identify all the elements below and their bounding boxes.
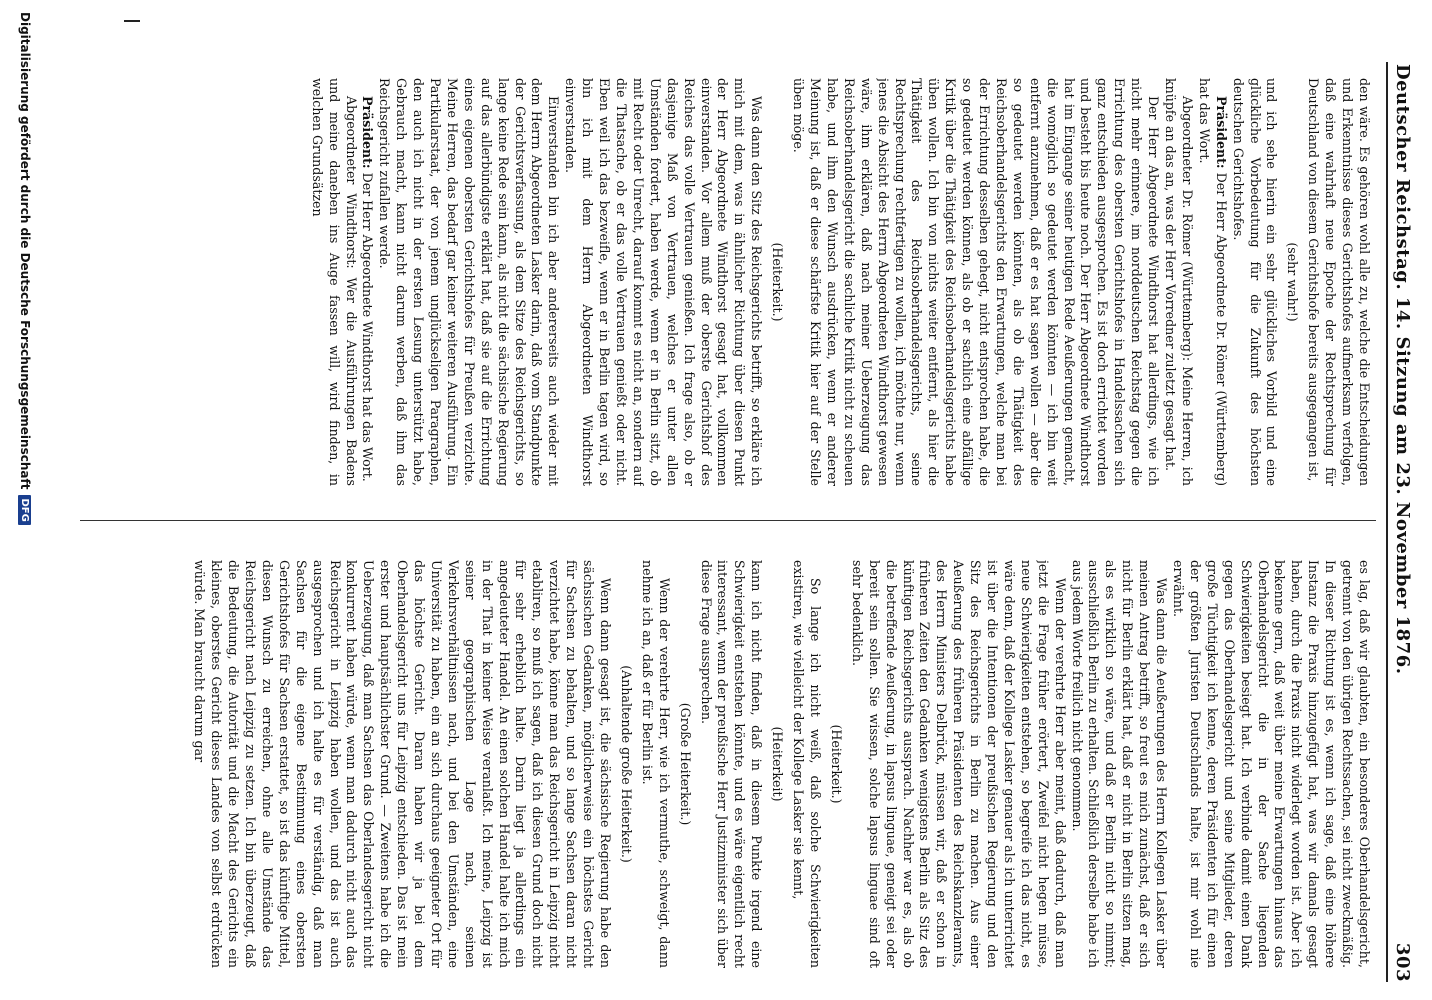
interjection: (sehr wahr!) [1285,242,1301,322]
interjection: (Heiterkeit.) [770,242,786,322]
speaker-label: Präsident: [360,96,376,169]
header-title: Deutscher Reichstag. 14. Sitzung am 23. November 1876. [1392,64,1413,675]
paragraph [1195,78,1229,486]
stray-mark [124,20,140,22]
page-header [1392,64,1422,982]
paragraph: es lag, daß wir glaubten, ein besonderes Oberhandelsgericht, getrennt von den übrigen Rechtssachen, sei nicht zweckmäßig. In dieser Richtung ist es, wenn ich sage, daß eine höhere Instanz die Praxis hinzugefügt hat, was wir damals gesagt haben, durch die Praxis nicht widerlegt worden ist. Aber ich bekenne gern, daß weit über meine Erwartungen hinaus das Oberhandelsgericht die in der Sache liegenden Schwierigkeiten besiegt hat. Ich verbinde damit einen Dank gegen das Oberhandelsgericht und seine Mitglieder, deren große Tüchtigkeit ich kenne, deren Präsidenten ich für einen der größten Juristen Deutschlands halte, ist mir wohl nie erwähnt. [1171,560,1372,968]
paragraph: Wenn dann gesagt ist, die sächsische Regierung habe den sächsischen Gedanken, möglicherweise ein höchstes Gericht für Sachsen zu behalten, und so lange Sachsen daran nicht verzichtet habe, könne man das Reichsgericht in Leipzig nicht etabliren, so muß ich sagen, daß ich diesen Grund doch nicht für sehr erheblich halte. Darin liegt ja allerdings ein angedeuteter Handel. An einen solchen Handel halte ich mich in der That in keiner Weise veranlaßt. Ich meine, Leipzig ist seiner geographischen Lage nach, seinen Verkehrsverhältnissen nach, und bei den Umständen, eine Universität zu haben, ein an sich durchaus geeigneter Ort für das höchste Gericht. Daran haben wir ja bei dem Oberhandelsgericht uns für Leipzig entschieden. Das ist mein erster und hauptsächlichster Grund. — Zweitens habe ich die Ueberzeugung, daß man Sachsen das Oberlandesgericht nicht konkurrent haben würde, wenn man dadurch nicht auch das Reichsgericht in Leipzig haben wollen, und das ist auch ausgesprochen und ich halte es für verständig, daß man Sachsen für die eigene Bestimmung eines obersten Gerichtshofes für Sachsen erstattet, so ist das künftige Mittel, diesen Wunsch zu erreichen, ohne alle Umstände das Reichsgericht nach Leipzig zu setzen. Ich bin überzeugt, daß die Bedeutung, die Autorität und die Macht des Gerichts ein kleines, oberstes Gericht dieses Landes von selbst erdrücken würde. Man braucht darum gar [192,560,614,968]
paragraph: Was dann die Aeußerungen des Herrn Kollegen Lasker über meinen Antrag betrifft, so freut es mich zunächst, daß er sich nicht für Berlin erklärt hat, daß er nicht in Berlin sitzen mag, als es wirklich so wäre, und daß er Berlin nicht so nimmt; ausschließlich Berlin zu erhalten. Schließlich derselbe habe ich aus jedem Worte freilich nicht genommen. [1069,560,1170,968]
header-rule [1386,62,1388,982]
right-column [82,560,1372,968]
left-column [82,78,1372,486]
speaker-text: Der Herr Abgeordnete Windthorst hat das Wort. [360,172,376,482]
digitization-credit [18,12,32,525]
paragraph: Abgeordneter Windthorst: Wer die Ausführungen Badens und meine daneben ins Auge fassen will, wird finden, in welchen Grundsätzen [309,78,359,486]
paragraph: Abgeordneter Dr. Römer (Württemberg): Meine Herren, ich knüpfe an das an, was der Herr Vorredner zuletzt gesagt hat. [1163,78,1195,486]
credit-text: Digitalisierung gefördert durch die Deutsche Forschungsgemeinschaft [18,12,32,490]
interjection: (Große Heiterkeit.) [677,702,693,826]
paragraph: Einverstanden bin ich aber andererseits auch wieder mit dem Herrn Abgeordneten Lasker darin, daß vom Standpunkte der Gerichtsverfassung, als dem Sitze des Reichsgerichts, so lange keine Rede sein kann, als nicht die sächsische Regierung auf das allerbündigste erklärt hat, daß sie auf die Errichtung eines eigenen obersten Gerichtshofes für Preußen verzichte. Meine Herren, das bedarf gar keiner weiteren Ausführung. Ein Partikularstaat, der von jenem unglückseligen Paragraphen, den auch ich nicht in der ersten Lesung unterstützt habe, Gebrauch macht, kann nicht darum werben, daß ihm das Reichsgericht zufallen werde. [377,78,562,486]
paragraph: und ich sehe hierin ein sehr glückliches Vorbild und eine glückliche Vorbedeutung für die Zukunft des höchsten deutschen Gerichtshofes. [1230,78,1280,486]
speaker-text: Der Herr Abgeordnete Dr. Römer (Württemberg) hat das Wort. [1196,78,1229,486]
paragraph: Was dann den Sitz des Reichsgerichts betrifft, so erkläre ich mich mit dem, was in ähnlicher Richtung über diesen Punkt der Herr Abgeordnete Windthorst gesagt hat, vollkommen einverstanden. Vor allem muß der oberste Gerichtshof des Reiches das volle Vertrauen genießen. Ich frage also, ob er dasjenige Maß von Vertrauen, welches er unter allen Umständen fordert, haben werde, wenn er in Berlin sitzt, ob mit Recht oder Unrecht, darauf kommt es nicht an, sondern auf die Thatsache, ob er das volle Vertrauen genießt oder nicht. Eben weil ich das bezweifle, wenn er in Berlin tagen wird, so bin ich mit dem Herrn Abgeordneten Windthorst einverstanden. [563,78,765,486]
interjection: (Heiterkeit.) [828,724,844,804]
speaker-label: Präsident: [1213,96,1229,169]
paragraph: den wäre. Es gehören wohl alle zu, welche die Entscheidungen und Erkenntnisse dieses Gerichtshofes aufmerksam verfolgen, daß eine wahrhaft neue Epoche der Rechtsprechung für Deutschland von diesem Gerichtshofe bereits ausgegangen ist, [1306,78,1372,486]
interjection: (Heiterkeit) [770,726,786,802]
paragraph [359,78,376,486]
paragraph: kann ich nicht finden, daß in diesem Punkte irgend eine Schwierigkeit entstehen könnte, und es wäre eigentlich recht interessant, wenn der preußische Herr Justizminister sich über diese Frage aussprechen. [698,560,765,968]
paragraph: Wenn der verehrte Herr aber meint, daß dadurch, daß man jetzt die Frage früher erörtert, Zweifel nicht hegen müsse, neue Schwierigkeiten entstehen, so begreife ich das nicht, es wäre denn, daß der Kollege Lasker genauer als ich unterrichtet ist über die Intentionen der preußischen Regierung und den Sitz des Reichsgerichts in Berlin zu machen. Aus einer Aeußerung des früheren Präsidenten des Reichskanzleramts, des Herrn Ministers Delbrück, müssen wir, daß er schon in früheren Zeiten den Gedanken wenigstens Berlin als Sitz des künftigen Reichsgerichts aussprach. Nachher war es, als ob die betreffende Aeußerung, in lapsus linguae, geneigt sei oder bereit sein sollen. Sie wissen, solche lapsus linguae sind oft sehr bedenklich. [849,560,1068,968]
column-divider [80,520,1376,521]
page-number: 303 [1392,942,1413,982]
paragraph: Wenn der verehrte Herr, wie ich vermuthe, schweigt, dann nehme ich an, daß er für Berlin ist. [639,560,672,968]
paragraph: So lange ich nicht weiß, daß solche Schwierigkeiten existiren, wie vielleicht der Kollege Lasker sie kennt, [791,560,823,968]
dfg-logo: DFG [19,495,32,524]
interjection: (Anhaltende große Heiterkeit.) [618,665,634,863]
paragraph: Der Herr Abgeordnete Windthorst hat allerdings, wie ich nicht mehr erinnere, im norddeutschen Reichstag gegen die Errichtung des obersten Gerichtshofes in Handelssachen sich ganz entschieden ausgesprochen. Es ist doch errichtet worden und besteht bis heute noch. Der Herr Abgeordnete Windthorst hat im Eingange seiner heutigen Rede Aeußerungen gemacht, die womöglich so gedeutet werden könnten — ich bin weit entfernt anzunehmen, daß er es hat sagen wollen — aber die so gedeutet werden könnten, als ob die Thätigkeit des Reichsoberhandelsgerichts den Erwartungen, welche man bei der Errichtung desselben gehegt, nicht entsprochen habe, die so gedeutet werden können, als ob er sachlich eine abfällige Kritik über die Thätigkeit des Reichsoberhandelsgerichts habe üben wollen. Ich bin von nichts weiter entfernt, als hier die Thätigkeit des Reichsoberhandelsgerichts, seine Rechtsprechung rechtfertigen zu wollen, ich möchte nur, wenn jenes die Absicht des Herrn Abgeordneten Windthorst gewesen wäre, ihm erklären, daß nach meiner Ueberzeugung das Reichsoberhandelsgericht die sachliche Kritik nicht zu scheuen habe, und ihm den Wunsch ausdrücken, wenn er anderer Meinung ist, daß er diese schärfste Kritik hier auf der Stelle üben möge. [791,78,1162,486]
